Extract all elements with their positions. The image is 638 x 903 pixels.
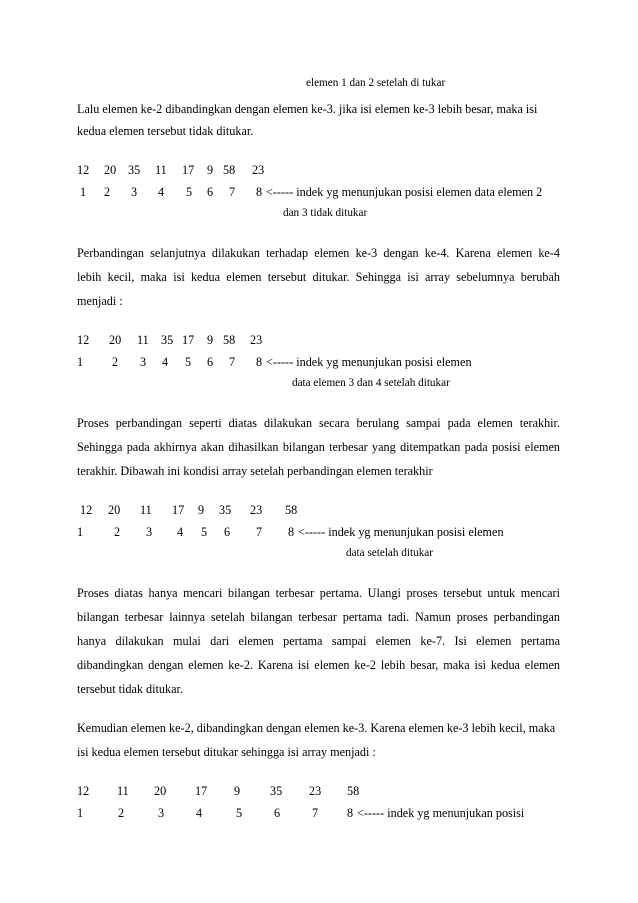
- array-index: 6: [207, 355, 214, 369]
- array-value: 9: [207, 333, 214, 347]
- index-note: <----- indek yg menunjukan posisi: [357, 806, 525, 820]
- paragraph-line: dibandingkan dengan elemen ke-2. Karena isi elemen ke-2 lebih besar, maka isi kedua elemen: [77, 658, 560, 672]
- array-value: 23: [250, 333, 263, 347]
- array-value: 17: [172, 503, 185, 517]
- array-index: 1: [77, 525, 84, 539]
- caption-top: elemen 1 dan 2 setelah di tukar: [306, 77, 446, 89]
- array-index: 4: [196, 806, 203, 820]
- array-value: 35: [128, 163, 141, 177]
- array-index: 6: [274, 806, 281, 820]
- array-value: 11: [117, 784, 129, 798]
- array-index: 1: [80, 185, 87, 199]
- array-index: 7: [256, 525, 263, 539]
- array-value: 12: [77, 784, 90, 798]
- index-note: <----- indek yg menunjukan posisi elemen: [298, 525, 504, 539]
- array-value: 12: [77, 333, 90, 347]
- paragraph-line: menjadi :: [77, 294, 123, 308]
- array-index: 5: [185, 355, 192, 369]
- array-value: 17: [195, 784, 208, 798]
- array-value: 17: [182, 163, 195, 177]
- array-index: 2: [118, 806, 125, 820]
- paragraph-line: Kemudian elemen ke-2, dibandingkan dengan elemen ke-3. Karena elemen ke-3 lebih kecil, maka: [77, 721, 556, 735]
- array-index: 5: [236, 806, 243, 820]
- array-value: 23: [309, 784, 322, 798]
- array-value: 20: [109, 333, 122, 347]
- paragraph-line: tersebut tidak ditukar.: [77, 682, 183, 696]
- paragraph-line: terakhir. Dibawah ini kondisi array setelah perbandingan elemen terakhir: [77, 464, 433, 478]
- array-index: 3: [131, 185, 138, 199]
- array-index: 4: [177, 525, 184, 539]
- array-index: 2: [114, 525, 121, 539]
- array-index: 5: [186, 185, 193, 199]
- index-note: <----- indek yg menunjukan posisi elemen data elemen 2: [266, 185, 543, 199]
- array-index: 1: [77, 355, 84, 369]
- paragraph-line: Sehingga pada akhirnya akan dihasilkan bilangan terbesar yang ditempatkan pada posisi elemen: [77, 440, 560, 454]
- array-value: 12: [77, 163, 90, 177]
- index-note-continued: dan 3 tidak ditukar: [283, 207, 368, 219]
- array-index: 8: [347, 806, 354, 820]
- array-index: 7: [312, 806, 319, 820]
- array-index: 3: [146, 525, 153, 539]
- array-index: 8: [288, 525, 295, 539]
- array-value: 58: [223, 333, 236, 347]
- paragraph-line: lebih kecil, maka isi kedua elemen tersebut ditukar. Sehingga isi array sebelumnya berubah: [77, 270, 560, 284]
- array-index: 3: [140, 355, 147, 369]
- array-index: 7: [229, 185, 236, 199]
- array-value: 58: [285, 503, 298, 517]
- index-note-continued: data setelah ditukar: [346, 547, 433, 559]
- array-value: 23: [252, 163, 265, 177]
- paragraph-line: Lalu elemen ke-2 dibandingkan dengan elemen ke-3. jika isi elemen ke-3 lebih besar, maka isi: [77, 102, 538, 116]
- array-value: 12: [80, 503, 93, 517]
- array-index: 6: [224, 525, 231, 539]
- array-index: 2: [112, 355, 119, 369]
- array-value: 9: [207, 163, 214, 177]
- array-value: 20: [108, 503, 121, 517]
- array-index: 4: [158, 185, 165, 199]
- index-note-continued: data elemen 3 dan 4 setelah ditukar: [292, 377, 450, 389]
- array-index: 8: [256, 355, 263, 369]
- array-value: 11: [137, 333, 149, 347]
- array-value: 20: [104, 163, 117, 177]
- array-index: 1: [77, 806, 84, 820]
- paragraph-line: Proses diatas hanya mencari bilangan terbesar pertama. Ulangi proses tersebut untuk mencari: [77, 586, 560, 600]
- index-note: <----- indek yg menunjukan posisi elemen: [266, 355, 472, 369]
- paragraph-line: Perbandingan selanjutnya dilakukan terhadap elemen ke-3 dengan ke-4. Karena elemen ke-4: [77, 246, 560, 260]
- array-index: 3: [158, 806, 165, 820]
- array-value: 20: [154, 784, 167, 798]
- paragraph-line: kedua elemen tersebut tidak ditukar.: [77, 124, 254, 138]
- array-value: 58: [347, 784, 360, 798]
- array-value: 35: [161, 333, 174, 347]
- array-value: 35: [219, 503, 232, 517]
- array-value: 11: [140, 503, 152, 517]
- array-value: 35: [270, 784, 283, 798]
- paragraph-line: hanya dilakukan mulai dari elemen pertama sampai elemen ke-7. Isi elemen pertama: [77, 634, 560, 648]
- array-value: 58: [223, 163, 236, 177]
- paragraph-line: isi kedua elemen tersebut ditukar sehingga isi array menjadi :: [77, 745, 376, 759]
- array-value: 9: [198, 503, 205, 517]
- array-value: 23: [250, 503, 263, 517]
- array-index: 5: [201, 525, 208, 539]
- array-index: 2: [104, 185, 111, 199]
- array-index: 7: [229, 355, 236, 369]
- array-index: 6: [207, 185, 214, 199]
- paragraph-line: Proses perbandingan seperti diatas dilakukan secara berulang sampai pada elemen terakhir.: [77, 416, 560, 430]
- paragraph-line: bilangan terbesar lainnya setelah bilangan terbesar pertama tadi. Namun proses perbandingan: [77, 610, 560, 624]
- array-value: 11: [155, 163, 167, 177]
- array-value: 9: [234, 784, 241, 798]
- array-index: 8: [256, 185, 263, 199]
- array-value: 17: [182, 333, 195, 347]
- array-index: 4: [162, 355, 169, 369]
